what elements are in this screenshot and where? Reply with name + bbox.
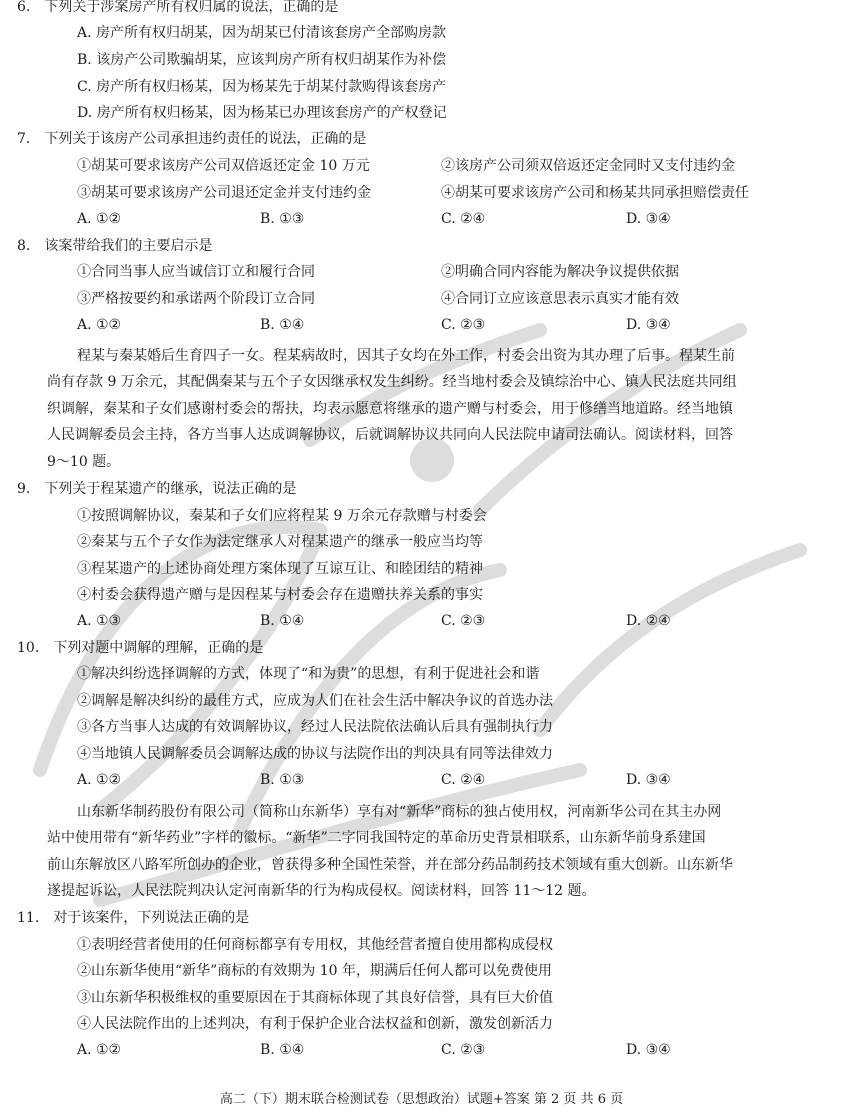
passage-1-line: 人民调解委员会主持，各方当事人达成调解协议，后就调解协议共同向人民法院申请司法确认。阅读材料，回答 xyxy=(47,427,733,443)
question-10-stem: 10. 下列对题中调解的理解，正确的是 xyxy=(17,640,264,656)
question-11-answer-b: B. ①④ xyxy=(260,1042,305,1058)
question-11-statement-2: ②山东新华使用“新华”商标的有效期为 10 年，期满后任何人都可以免费使用 xyxy=(77,963,553,979)
question-9-answer-a: A. ①③ xyxy=(77,613,122,629)
passage-2-line: 遂提起诉讼，人民法院判决认定河南新华的行为构成侵权。阅读材料，回答 11～12 题。 xyxy=(47,883,596,899)
passage-2-line: 站中使用带有“新华药业”字样的徽标。“新华”二字同我国特定的革命历史背景相联系，山东新华前身系建国 xyxy=(47,830,706,846)
question-10-statement-1: ①解决纠纷选择调解的方式，体现了“和为贵”的思想，有利于促进社会和谐 xyxy=(77,666,540,682)
passage-2-line: 前山东解放区八路军所创办的企业，曾获得多种全国性荣誉，并在部分药品制药技术领域有重大创新。山东新华 xyxy=(47,857,733,873)
question-9-answer-b: B. ①④ xyxy=(260,613,305,629)
question-11-answer-a: A. ①② xyxy=(77,1042,122,1058)
question-7-answer-a: A. ①② xyxy=(77,211,122,227)
question-8-statement-2: ②明确合同内容能为解决争议提供依据 xyxy=(441,264,679,280)
question-7-stem: 7. 下列关于该房产公司承担违约责任的说法，正确的是 xyxy=(17,131,367,147)
question-10-statement-4: ④当地镇人民调解委员会调解达成的协议与法院作出的判决具有同等法律效力 xyxy=(77,746,553,762)
question-11-statement-3: ③山东新华积极维权的重要原因在于其商标体现了其良好信誉，具有巨大价值 xyxy=(77,990,553,1006)
passage-1-line: 尚有存款 9 万余元，其配偶秦某与五个子女因继承权发生纠纷。经当地村委会及镇综治中心、镇人民法庭共同组 xyxy=(47,374,737,390)
question-9-statement-2: ②秦某与五个子女作为法定继承人对程某遗产的继承一般应当均等 xyxy=(77,534,483,550)
question-8-answer-b: B. ①④ xyxy=(260,317,305,333)
question-9-statement-1: ①按照调解协议，秦某和子女们应将程某 9 万余元存款赠与村委会 xyxy=(77,508,487,524)
question-9-statement-3: ③程某遗产的上述协商处理方案体现了互谅互让、和睦团结的精神 xyxy=(77,561,483,577)
question-9-answer-c: C. ②③ xyxy=(441,613,486,629)
question-7-answer-d: D. ③④ xyxy=(626,211,671,227)
question-11-answer-c: C. ②③ xyxy=(441,1042,486,1058)
question-9-statement-4: ④村委会获得遗产赠与是因程某与村委会存在遗赠扶养关系的事实 xyxy=(77,587,483,603)
question-7-statement-4: ④胡某可要求该房产公司和杨某共同承担赔偿责任 xyxy=(441,185,749,201)
question-6-option-c: C. 房产所有权归杨某，因为杨某先于胡某付款购得该套房产 xyxy=(77,79,447,95)
question-6-option-a: A. 房产所有权归胡某，因为胡某已付清该套房产全部购房款 xyxy=(77,25,447,41)
question-9-answer-d: D. ②④ xyxy=(626,613,671,629)
passage-1-line: 9～10 题。 xyxy=(47,454,121,470)
question-8-statement-1: ①合同当事人应当诚信订立和履行合同 xyxy=(77,264,315,280)
passage-2-line: 山东新华制药股份有限公司（简称山东新华）享有对“新华”商标的独占使用权，河南新华公司在其主办网 xyxy=(77,804,722,820)
question-10-statement-2: ②调解是解决纠纷的最佳方式，应成为人们在社会生活中解决争议的首选办法 xyxy=(77,693,553,709)
question-10-answer-d: D. ③④ xyxy=(626,772,671,788)
question-10-answer-c: C. ②④ xyxy=(441,772,486,788)
question-10-statement-3: ③各方当事人达成的有效调解协议，经过人民法院依法确认后具有强制执行力 xyxy=(77,719,553,735)
question-8-statement-4: ④合同订立应该意思表示真实才能有效 xyxy=(441,291,679,307)
question-7-statement-3: ③胡某可要求该房产公司退还定金并支付违约金 xyxy=(77,185,371,201)
passage-1-line: 织调解，秦某和子女们感谢村委会的帮扶，均表示愿意将继承的遗产赠与村委会，用于修缮当地道路。经当地镇 xyxy=(47,401,733,417)
question-6-stem: 6. 下列关于涉案房产所有权归属的说法，正确的是 xyxy=(17,0,339,15)
question-8-answer-c: C. ②③ xyxy=(441,317,486,333)
question-7-statement-1: ①胡某可要求该房产公司双倍返还定金 10 万元 xyxy=(77,158,370,174)
question-7-statement-2: ②该房产公司须双倍返还定金同时又支付违约金 xyxy=(441,158,735,174)
question-10-answer-b: B. ①③ xyxy=(260,772,305,788)
question-8-stem: 8. 该案带给我们的主要启示是 xyxy=(17,238,213,254)
question-8-answer-a: A. ①② xyxy=(77,317,122,333)
question-9-stem: 9. 下列关于程某遗产的继承，说法正确的是 xyxy=(17,481,297,497)
question-6-option-d: D. 房产所有权归杨某，因为杨某已办理该套房产的产权登记 xyxy=(77,105,447,121)
page-footer: 高二（下）期末联合检测试卷（思想政治）试题+答案 第 2 页 共 6 页 xyxy=(219,1092,624,1107)
question-8-answer-d: D. ③④ xyxy=(626,317,671,333)
question-11-stem: 11. 对于该案件，下列说法正确的是 xyxy=(17,910,250,926)
question-10-answer-a: A. ①② xyxy=(77,772,122,788)
question-6-option-b: B. 该房产公司欺骗胡某，应该判房产所有权归胡某作为补偿 xyxy=(77,52,447,68)
question-8-statement-3: ③严格按要约和承诺两个阶段订立合同 xyxy=(77,291,315,307)
question-7-answer-c: C. ②④ xyxy=(441,211,486,227)
question-11-answer-d: D. ③④ xyxy=(626,1042,671,1058)
question-11-statement-4: ④人民法院作出的上述判决，有利于保护企业合法权益和创新，激发创新活力 xyxy=(77,1016,553,1032)
passage-1-line: 程某与秦某婚后生育四子一女。程某病故时，因其子女均在外工作，村委会出资为其办理了后事。程某生前 xyxy=(77,348,735,364)
question-11-statement-1: ①表明经营者使用的任何商标都享有专用权，其他经营者擅自使用都构成侵权 xyxy=(77,937,553,953)
question-7-answer-b: B. ①③ xyxy=(260,211,305,227)
